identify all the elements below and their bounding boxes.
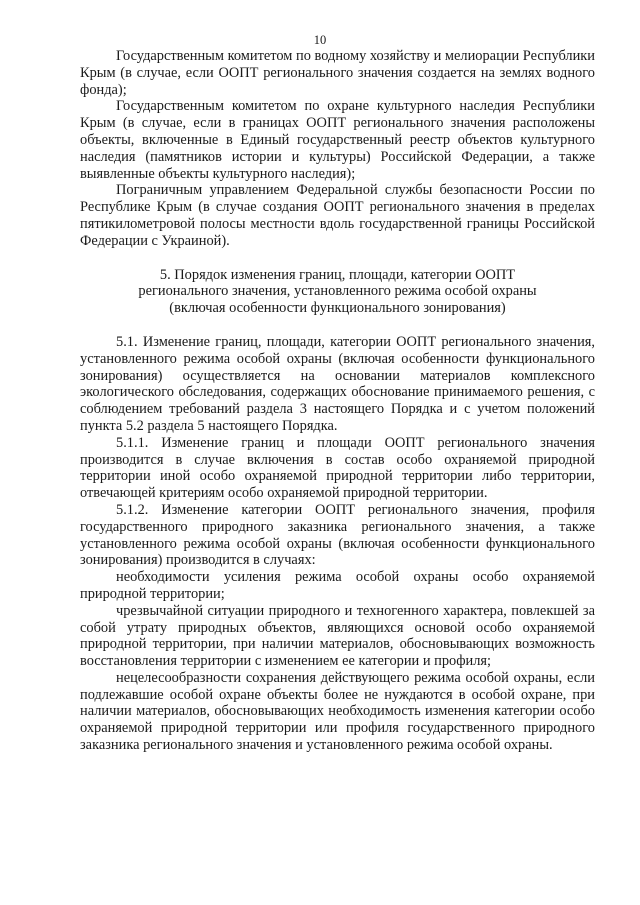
document-body bbox=[80, 48, 595, 754]
paragraph-water-committee: Государственным комитетом по водному хозяйству и мелиорации Республики Крым (в случае, если ООПТ регионального значения создается на землях водного фонда); bbox=[80, 48, 595, 98]
page-number: 10 bbox=[313, 33, 327, 47]
paragraph-5-1-2: 5.1.2. Изменение категории ООПТ регионального значения, профиля государственного природного заказника регионального значения, а также установленного режима особой охраны (включая особенности функционального зонирования) производится в случаях: bbox=[80, 501, 595, 569]
list-item-strengthening: необходимости усиления режима особой охраны особо охраняемой природной территории; bbox=[80, 569, 595, 602]
paragraph-heritage-committee: Государственным комитетом по охране культурного наследия Республики Крым (в случае, если в границах ООПТ регионального значения расположены объекты, включенные в Единый государственный реестр объектов культурного наследия (памятников истории и культуры) Российской Федерации, а также выявленные объекты культурного наследия); bbox=[80, 98, 595, 182]
paragraph-5-1-1: 5.1.1. Изменение границ и площади ООПТ регионального значения производится в случае включения в состав особо охраняемой природной территории иной особо охраняемой природной территории либо территории, отвечающей критериям особо охраняемой природной территории. bbox=[80, 434, 595, 502]
list-item-inexpedience: нецелесообразности сохранения действующего режима особой охраны, если подлежавшие особой охране объекты более не нуждаются в особой охране, при наличии материалов, обосновывающих необходимость изменения категории особо охраняемой природной территории или профиля государственного природного заказника регионального значения и установленного режима особой охраны. bbox=[80, 669, 595, 754]
section-heading bbox=[80, 267, 595, 317]
paragraph-border-service: Пограничным управлением Федеральной службы безопасности России по Республике Крым (в случае создания ООПТ регионального значения в пределах пятикилометровой полосы местности вдоль государственной границы Российской Федерации с Украиной). bbox=[80, 182, 595, 249]
paragraph-5-1: 5.1. Изменение границ, площади, категории ООПТ регионального значения, установленного режима особой охраны (включая особенности функционального зонирования) осуществляется на основании материалов комплексного экологического обследования, содержащих обоснование принимаемого решения, с соблюдением требований раздела 3 настоящего Порядка и с учетом положений пункта 5.2 раздела 5 настоящего Порядка. bbox=[80, 333, 595, 434]
section-heading-line-3: (включая особенности функционального зонирования) bbox=[169, 300, 506, 317]
section-heading-line-2: регионального значения, установленного режима особой охраны bbox=[138, 283, 537, 300]
section-heading-line-1: 5. Порядок изменения границ, площади, категории ООПТ bbox=[159, 266, 516, 283]
list-item-emergency: чрезвычайной ситуации природного и техногенного характера, повлекшей за собой утрату природных объектов, являющихся основой особо охраняемой природной территории, при наличии материалов, обосновывающих возможность восстановления территории с изменением ее категории и профиля; bbox=[80, 602, 595, 670]
